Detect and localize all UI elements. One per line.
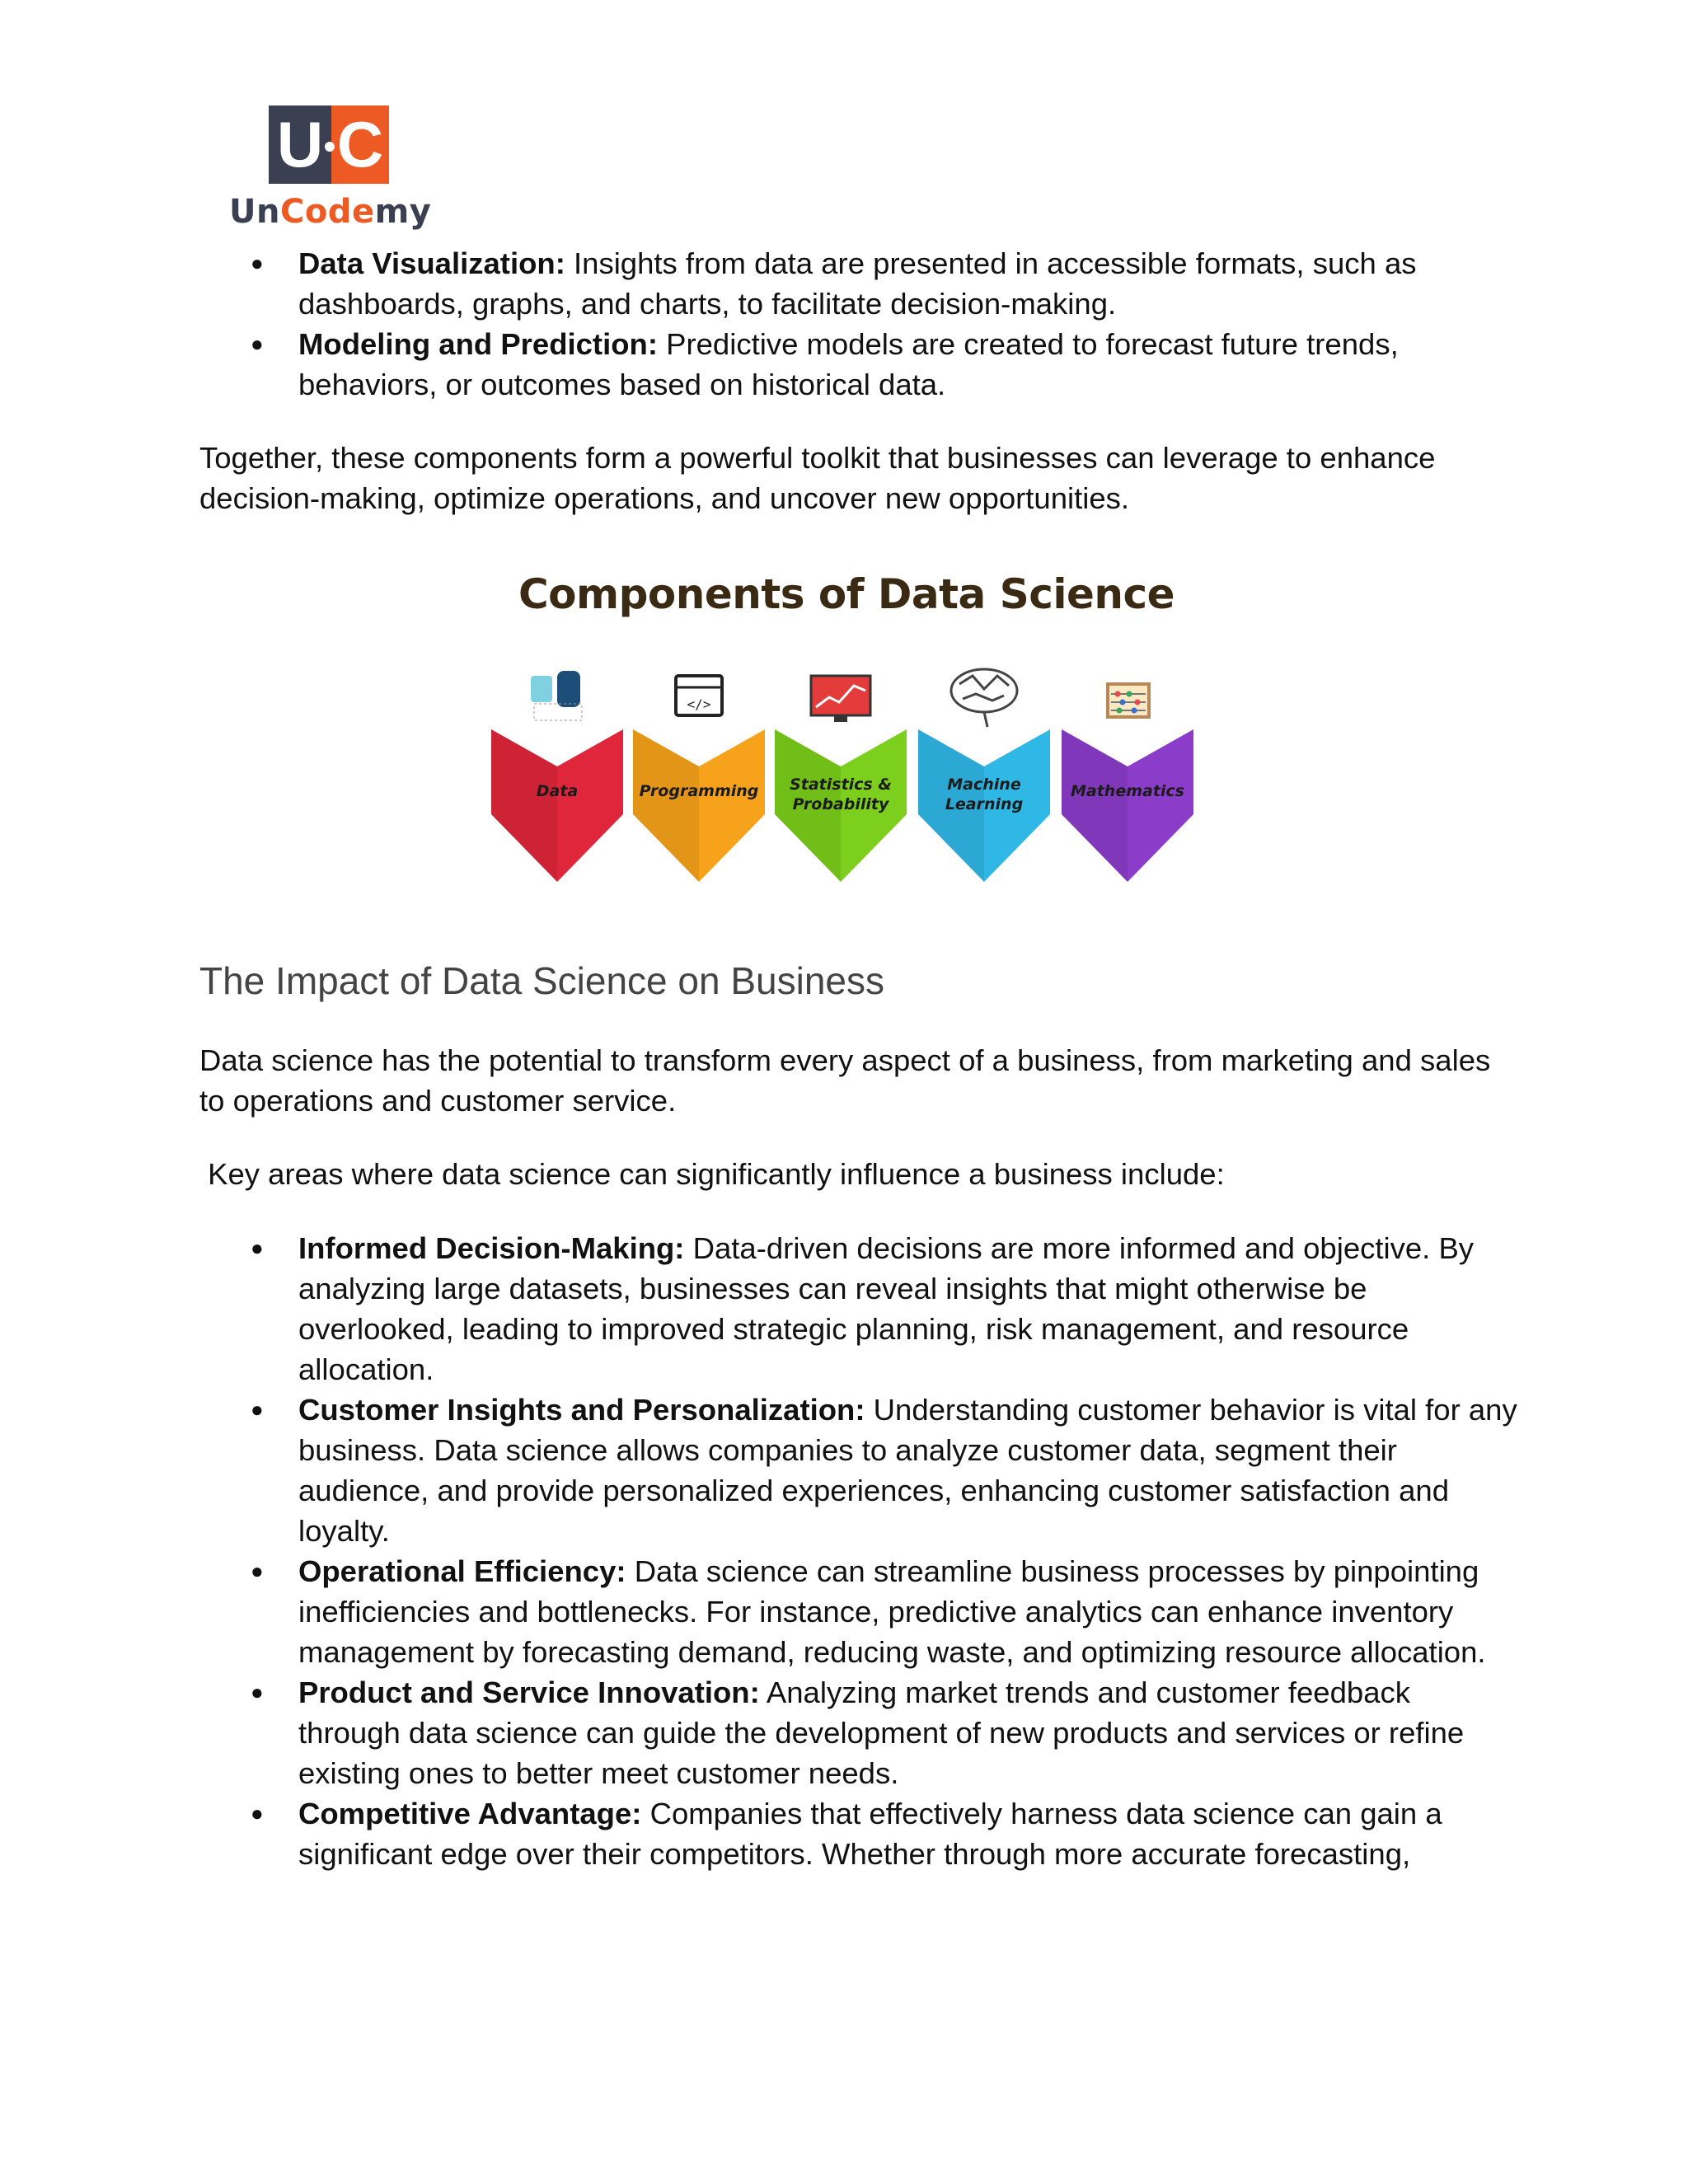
svg-text:</>: </> [687,696,711,712]
logo-wordmark: UnCodemy [229,193,432,231]
logo-letter-u: U [269,105,331,184]
key-areas-intro: Key areas where data science can significantly influence a business include: [199,1157,1225,1191]
impact-bullet-list [199,1228,1518,1874]
bullet-icon: ● [251,331,264,356]
database-icon [531,671,582,720]
list-item: ● Modeling and Prediction: Predictive models are created to forecast future trends, behaviors, or outcomes based on historical data. [199,324,1518,405]
components-figure [488,560,1205,898]
intro-paragraph: Data science has the potential to transform every aspect of a business, from marketing and sales to operations and customer service. [199,1043,1491,1118]
bullet-icon: ● [251,1680,264,1704]
abacus-icon [1108,684,1149,717]
uncodemy-logo [229,104,432,236]
list-item: ● Informed Decision-Making: Data-driven decisions are more informed and objective. By analyzing large datasets, businesses can reveal insights that might otherwise be overlooked, leading to improved strategic planning, risk management, and resource allocation. [199,1228,1518,1390]
bullet-icon: ● [251,1801,264,1825]
list-item: ● Data Visualization: Insights from data are presented in accessible formats, such as dashboards, graphs, and charts, to facilitate decision-making. [199,243,1518,324]
brain-network-icon [951,669,1017,727]
figure-title: Components of Data Science [518,570,1175,618]
component-data: Data [491,651,623,882]
together-paragraph: Together, these components form a powerful toolkit that businesses can leverage to enhance decision-making, optimize operations, and uncover new opportunities. [199,441,1436,515]
list-item: ● Customer Insights and Personalization: Understanding customer behavior is vital for any business. Data science allows companies to analyze customer data, segment their audience, and provide personalized experiences, enhancing customer satisfaction and loyalty. [199,1390,1518,1551]
logo-letter-c: C [331,105,389,184]
bullet-icon: ● [251,1235,264,1260]
section-heading: The Impact of Data Science on Business [199,959,884,1002]
list-item: ● Competitive Advantage: Companies that effectively harness data science can gain a significant edge over their competitors. Whether through more accurate forecasting, [199,1793,1518,1874]
bullet-icon: ● [251,1397,264,1422]
component-statistics: Statistics & Probability [775,651,907,882]
component-mathematics: Mathematics [1062,651,1193,882]
list-item: ● Product and Service Innovation: Analyzing market trends and customer feedback through data science can guide the development of new products and services or refine existing ones to better meet customer needs. [199,1672,1518,1793]
component-programming: </> Programming [633,651,765,882]
top-bullet-list [199,243,1518,405]
monitor-chart-icon [811,676,870,722]
bullet-icon: ● [251,251,264,275]
bullet-icon: ● [251,1558,264,1583]
code-window-icon [676,676,722,715]
logo-mark [269,105,389,184]
list-item: ● Operational Efficiency: Data science can streamline business processes by pinpointing inefficiencies and bottlenecks. For instance, predictive analytics can enhance inventory management by forecasting demand, reducing waste, and optimizing resource allocation. [199,1551,1518,1672]
component-machine-learning: Machine Learning [918,651,1050,882]
logo-dot [325,142,335,152]
